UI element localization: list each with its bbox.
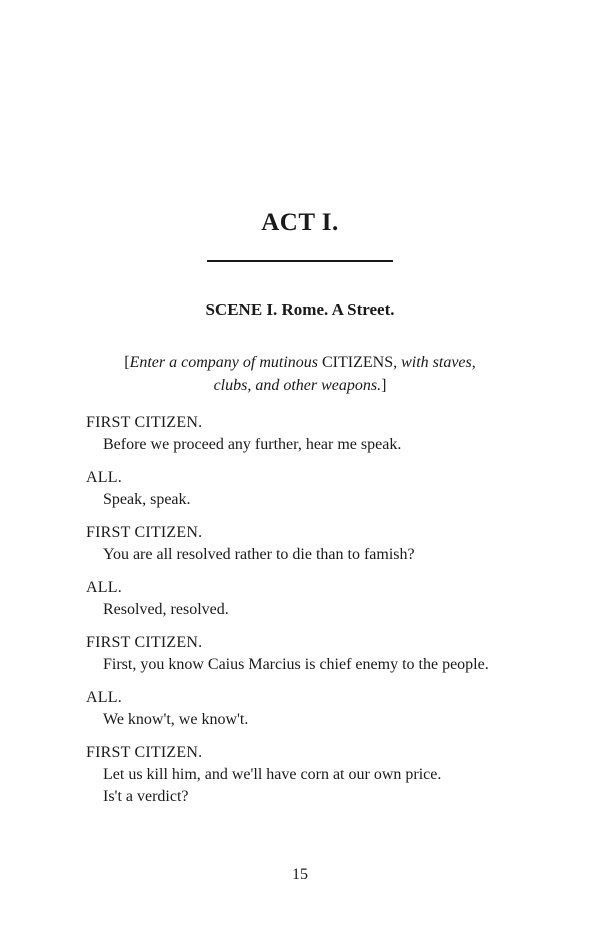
speaker-name: ALL. bbox=[86, 579, 122, 596]
page-number: 15 bbox=[292, 866, 308, 883]
speech-line: Let us kill him, and we'll have corn at our own price. bbox=[103, 766, 442, 783]
act-heading: ACT I. bbox=[261, 209, 339, 236]
stage-direction bbox=[100, 351, 500, 397]
speech-line: We know't, we know't. bbox=[103, 711, 249, 728]
stage-direction-text-2: , with staves, bbox=[393, 354, 476, 371]
speaker-name: FIRST CITIZEN. bbox=[86, 744, 203, 761]
speech-line: Resolved, resolved. bbox=[103, 601, 229, 618]
speech-block bbox=[86, 742, 556, 808]
speech-line: Speak, speak. bbox=[103, 491, 191, 508]
speech-block bbox=[86, 522, 556, 566]
stage-direction-close-bracket: ] bbox=[381, 377, 387, 394]
stage-direction-open-bracket: [ bbox=[124, 354, 130, 371]
speaker-name: ALL. bbox=[86, 689, 122, 706]
speech-line: You are all resolved rather to die than to famish? bbox=[103, 546, 415, 563]
speech-block bbox=[86, 632, 556, 676]
speaker-name: ALL. bbox=[86, 469, 122, 486]
dialogue bbox=[86, 412, 556, 819]
speech-line: Is't a verdict? bbox=[103, 788, 189, 805]
stage-direction-text-3: clubs, and other weapons. bbox=[213, 377, 382, 394]
stage-direction-citizens: CITIZENS bbox=[321, 354, 394, 371]
speaker-name: FIRST CITIZEN. bbox=[86, 414, 203, 431]
speech-line: First, you know Caius Marcius is chief enemy to the people. bbox=[103, 656, 489, 673]
speech-block bbox=[86, 687, 556, 731]
speaker-name: FIRST CITIZEN. bbox=[86, 634, 203, 651]
stage-direction-text-1: Enter a company of mutinous bbox=[129, 354, 322, 371]
speech-line: Before we proceed any further, hear me speak. bbox=[103, 436, 402, 453]
speaker-name: FIRST CITIZEN. bbox=[86, 524, 203, 541]
speech-block bbox=[86, 412, 556, 456]
scene-heading: SCENE I. Rome. A Street. bbox=[205, 300, 395, 319]
act-divider-rule bbox=[207, 260, 393, 262]
speech-block bbox=[86, 577, 556, 621]
speech-block bbox=[86, 467, 556, 511]
